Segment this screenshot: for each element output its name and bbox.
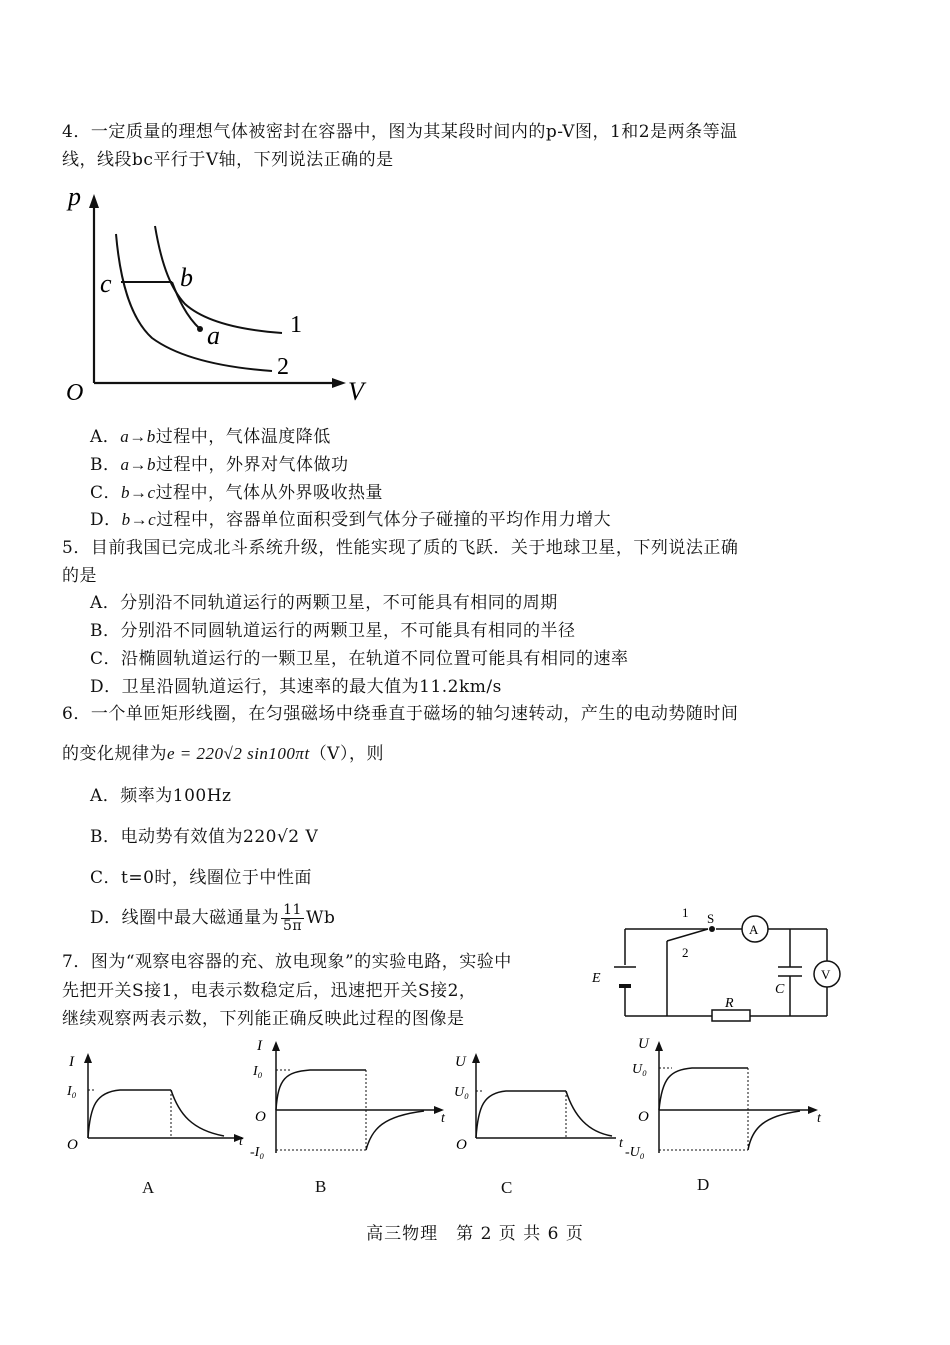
q7-graph-d (625, 1030, 830, 1160)
pv-label-1: 1 (290, 312, 302, 338)
q4-stem-line2: 线，线段bc平行于V轴，下列说法正确的是 (62, 150, 394, 170)
q7-graph-a (60, 1040, 260, 1155)
q7-caption-c[interactable]: C (501, 1178, 513, 1197)
graph-d-level: U₀ (632, 1062, 647, 1077)
circuit-label-s: S (707, 911, 715, 926)
q7-graph-c (450, 1040, 635, 1155)
graph-c-level: U₀ (454, 1085, 469, 1100)
q6-fraction: $\frac{11}{5\pi}$ (283, 902, 303, 934)
q5-option-c[interactable]: C．沿椭圆轨道运行的一颗卫星，在轨道不同位置可能具有相同的速率 (90, 649, 629, 669)
graph-c-ylabel: U (455, 1054, 466, 1070)
graph-b-level: I₀ (253, 1064, 263, 1079)
pv-y-arrow (89, 194, 99, 208)
graph-a-origin: O (67, 1137, 78, 1153)
graph-d-neg-level: -U₀ (625, 1145, 645, 1160)
graph-b-xlabel: t (441, 1111, 445, 1126)
graph-c-origin: O (456, 1137, 467, 1153)
graph-b-ylabel: I (257, 1038, 262, 1054)
graph-b-origin: O (255, 1109, 266, 1125)
pv-x-arrow (332, 378, 346, 388)
q7-caption-d[interactable]: D (697, 1175, 710, 1194)
circuit-label-e: E (592, 971, 601, 986)
graph-c-xlabel: t (619, 1136, 623, 1151)
q5-option-a[interactable]: A．分别沿不同轨道运行的两颗卫星，不可能具有相同的周期 (90, 593, 558, 613)
q7-caption-a[interactable]: A (142, 1178, 155, 1197)
q5-option-b[interactable]: B．分别沿不同圆轨道运行的两颗卫星，不可能具有相同的半径 (90, 621, 576, 641)
q5-option-d[interactable]: D．卫星沿圆轨道运行，其速率的最大值为11.2km/s (90, 677, 502, 697)
q5-stem-line2: 的是 (62, 566, 97, 586)
q7-graph-b (250, 1030, 450, 1160)
graph-b-neg-level: -I₀ (250, 1145, 265, 1160)
graph-d-xlabel: t (817, 1111, 821, 1126)
q4-option-b[interactable]: B．a→b过程中，外界对气体做功 (90, 455, 349, 475)
circuit-label-2: 2 (682, 945, 689, 960)
q6-option-c[interactable]: C．t=0时，线圈位于中性面 (90, 868, 312, 888)
q4-option-c[interactable]: C．b→c过程中，气体从外界吸收热量 (90, 483, 384, 503)
circuit-label-c: C (775, 982, 785, 997)
q4-stem-line1: 4．一定质量的理想气体被密封在容器中，图为其某段时间内的p-V图，1和2是两条等温 (62, 122, 738, 142)
q7-caption-b[interactable]: B (315, 1177, 327, 1196)
q7-circuit (585, 900, 855, 1030)
q4-option-d[interactable]: D．b→c过程中，容器单位面积受到气体分子碰撞的平均作用力增大 (90, 510, 612, 530)
page-footer: 高三物理 第 2 页 共 6 页 (366, 1224, 584, 1244)
q4-pv-graph (60, 182, 380, 407)
pv-label-2: 2 (277, 354, 289, 380)
q7-stem-line2: 先把开关S接1，电表示数稳定后，迅速把开关S接2， (62, 981, 477, 1001)
pv-label-p: p (68, 182, 81, 211)
graph-d-ylabel: U (638, 1036, 649, 1052)
pv-label-v: V (348, 377, 364, 406)
graph-d-origin: O (638, 1109, 649, 1125)
q7-stem-line1: 7．图为“观察电容器的充、放电现象”的实验电路，实验中 (62, 952, 512, 972)
switch-contact (709, 926, 715, 932)
pv-label-c: c (100, 269, 112, 298)
circuit-label-1: 1 (682, 905, 689, 920)
circuit-label-r: R (725, 996, 734, 1011)
q6-option-d[interactable]: D．线圈中最大磁通量为 $\frac{11}{5\pi}$ Wb (90, 902, 336, 934)
point-a-dot (197, 326, 203, 332)
q7-stem-line3: 继续观察两表示数，下列能正确反映此过程的图像是 (62, 1009, 465, 1029)
graph-a-ylabel: I (69, 1054, 74, 1070)
q6-stem-line1: 6．一个单匝矩形线圈，在匀强磁场中绕垂直于磁场的轴匀速转动，产生的电动势随时间 (62, 704, 739, 724)
pv-label-a: a (207, 321, 220, 350)
pv-label-o: O (66, 380, 84, 406)
q6-formula: e = 220√2 sin100πt (167, 744, 310, 763)
q4-option-a[interactable]: A．a→b过程中，气体温度降低 (90, 427, 331, 447)
q5-stem-line1: 5．目前我国已完成北斗系统升级，性能实现了质的飞跃．关于地球卫星，下列说法正确 (62, 538, 739, 558)
q6-option-a[interactable]: A．频率为100Hz (90, 786, 232, 806)
isotherm-1 (155, 226, 282, 333)
q6-stem-line2: 的变化规律为e = 220√2 sin100πt（V），则 (62, 744, 384, 764)
graph-a-level: I₀ (67, 1084, 77, 1099)
pv-label-b: b (180, 263, 193, 292)
circuit-label-voltmeter: V (821, 967, 831, 982)
q6-option-b[interactable]: B．电动势有效值为220√2 V (90, 827, 319, 847)
graph-a-xlabel: t (239, 1134, 243, 1149)
isotherm-2 (116, 234, 272, 371)
circuit-label-ammeter: A (749, 922, 759, 937)
